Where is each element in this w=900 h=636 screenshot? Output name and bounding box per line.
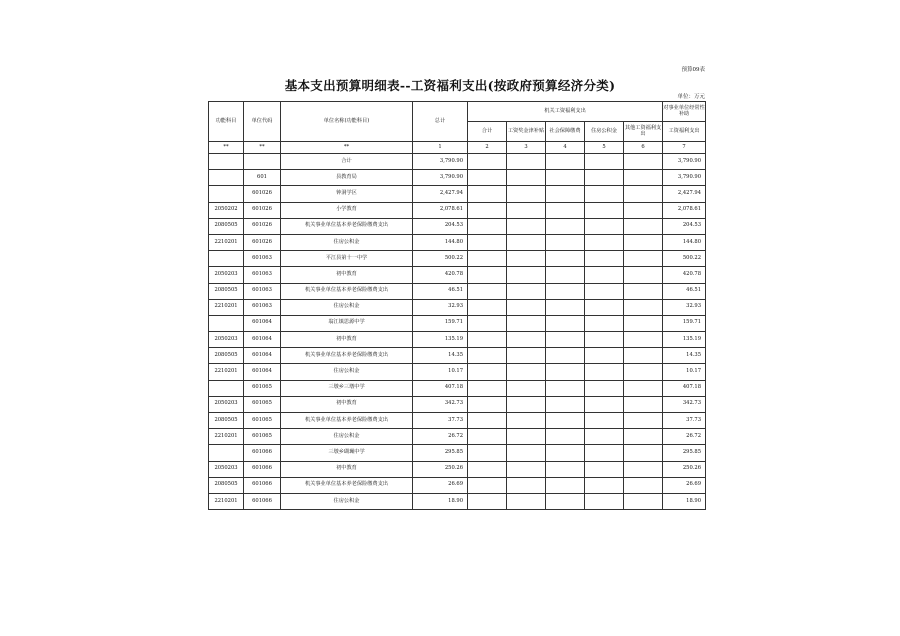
- public-salary-cell: 14.35: [663, 348, 706, 364]
- table-row: [209, 170, 706, 186]
- subtotal-cell: [468, 299, 507, 315]
- social-cell: [546, 332, 585, 348]
- table-row: [209, 429, 706, 445]
- unit-label: 单位：万元: [677, 94, 705, 100]
- social-cell: [546, 186, 585, 202]
- subtotal-cell: [468, 170, 507, 186]
- func-code-cell: 2080505: [209, 477, 244, 493]
- salary-cell: [507, 202, 546, 218]
- total-cell: 420.78: [413, 267, 468, 283]
- total-cell: 2,427.94: [413, 186, 468, 202]
- unit-code-cell: 601064: [244, 332, 281, 348]
- index-cell: **: [281, 142, 413, 154]
- unit-code-cell: 601063: [244, 267, 281, 283]
- salary-cell: [507, 429, 546, 445]
- housing-cell: [585, 493, 624, 509]
- total-cell: 26.69: [413, 477, 468, 493]
- other-cell: [624, 186, 663, 202]
- public-salary-cell: 37.73: [663, 413, 706, 429]
- housing-cell: [585, 251, 624, 267]
- other-cell: [624, 315, 663, 331]
- func-code-cell: 2050203: [209, 267, 244, 283]
- header-public-salary: 工资福利支出: [663, 122, 706, 142]
- unit-code-cell: 601026: [244, 202, 281, 218]
- func-code-cell: 2210201: [209, 299, 244, 315]
- table-row: [209, 283, 706, 299]
- unit-name-cell: 翁江镇思源中学: [281, 315, 413, 331]
- unit-name-cell: 钟洞学区: [281, 186, 413, 202]
- housing-cell: [585, 186, 624, 202]
- other-cell: [624, 218, 663, 234]
- unit-code-cell: 601064: [244, 348, 281, 364]
- housing-cell: [585, 477, 624, 493]
- table-row: [209, 251, 706, 267]
- subtotal-cell: [468, 202, 507, 218]
- public-salary-cell: 10.17: [663, 364, 706, 380]
- total-cell: 204.53: [413, 218, 468, 234]
- housing-cell: [585, 413, 624, 429]
- index-cell: 7: [663, 142, 706, 154]
- salary-cell: [507, 332, 546, 348]
- other-cell: [624, 332, 663, 348]
- housing-cell: [585, 267, 624, 283]
- header-unit-code: 单位代码: [244, 102, 281, 142]
- subtotal-cell: [468, 251, 507, 267]
- unit-code-cell: 601066: [244, 477, 281, 493]
- table-row: [209, 299, 706, 315]
- other-cell: [624, 380, 663, 396]
- subtotal-cell: [468, 429, 507, 445]
- unit-code-cell: 601063: [244, 251, 281, 267]
- budget-table: [208, 101, 706, 510]
- unit-code-cell: 601026: [244, 218, 281, 234]
- social-cell: [546, 461, 585, 477]
- other-cell: [624, 413, 663, 429]
- subtotal-cell: [468, 477, 507, 493]
- salary-cell: [507, 364, 546, 380]
- social-cell: [546, 380, 585, 396]
- unit-name-cell: 住房公积金: [281, 493, 413, 509]
- total-cell: 46.51: [413, 283, 468, 299]
- public-salary-cell: 18.90: [663, 493, 706, 509]
- table-row: [209, 186, 706, 202]
- unit-code-cell: 601063: [244, 283, 281, 299]
- table-row: [209, 461, 706, 477]
- total-cell: 159.71: [413, 315, 468, 331]
- total-cell: 135.19: [413, 332, 468, 348]
- table-row: [209, 445, 706, 461]
- unit-code-cell: 601064: [244, 364, 281, 380]
- housing-cell: [585, 380, 624, 396]
- unit-name-cell: 平江县第十一中学: [281, 251, 413, 267]
- housing-cell: [585, 299, 624, 315]
- unit-name-cell: 机关事业单位基本养老保险缴费支出: [281, 348, 413, 364]
- table-row: [209, 364, 706, 380]
- other-cell: [624, 251, 663, 267]
- unit-name-cell: 机关事业单位基本养老保险缴费支出: [281, 413, 413, 429]
- salary-cell: [507, 493, 546, 509]
- unit-name-cell: 三墩乡三墩中学: [281, 380, 413, 396]
- social-cell: [546, 315, 585, 331]
- public-salary-cell: 342.73: [663, 396, 706, 412]
- func-code-cell: [209, 251, 244, 267]
- salary-cell: [507, 154, 546, 170]
- other-cell: [624, 493, 663, 509]
- table-row: [209, 154, 706, 170]
- other-cell: [624, 202, 663, 218]
- func-code-cell: 2050202: [209, 202, 244, 218]
- other-cell: [624, 299, 663, 315]
- public-salary-cell: 3,790.90: [663, 154, 706, 170]
- unit-code-cell: 601026: [244, 234, 281, 250]
- social-cell: [546, 445, 585, 461]
- unit-code-cell: 601065: [244, 429, 281, 445]
- func-code-cell: [209, 380, 244, 396]
- table-row: [209, 202, 706, 218]
- total-cell: 37.73: [413, 413, 468, 429]
- func-code-cell: 2210201: [209, 234, 244, 250]
- total-cell: 18.90: [413, 493, 468, 509]
- table-row: [209, 493, 706, 509]
- other-cell: [624, 364, 663, 380]
- func-code-cell: [209, 445, 244, 461]
- salary-cell: [507, 234, 546, 250]
- unit-name-cell: 住房公积金: [281, 234, 413, 250]
- index-cell: 3: [507, 142, 546, 154]
- salary-cell: [507, 477, 546, 493]
- total-cell: 250.26: [413, 461, 468, 477]
- social-cell: [546, 348, 585, 364]
- func-code-cell: [209, 154, 244, 170]
- housing-cell: [585, 332, 624, 348]
- housing-cell: [585, 170, 624, 186]
- subtotal-cell: [468, 234, 507, 250]
- unit-name-cell: 初中教育: [281, 267, 413, 283]
- table-row: [209, 413, 706, 429]
- public-salary-cell: 2,078.61: [663, 202, 706, 218]
- other-cell: [624, 461, 663, 477]
- unit-name-cell: 机关事业单位基本养老保险缴费支出: [281, 283, 413, 299]
- other-cell: [624, 234, 663, 250]
- header-social: 社会保障缴费: [546, 122, 585, 142]
- public-salary-cell: 204.53: [663, 218, 706, 234]
- subtotal-cell: [468, 445, 507, 461]
- subtotal-cell: [468, 283, 507, 299]
- social-cell: [546, 493, 585, 509]
- unit-name-cell: 合计: [281, 154, 413, 170]
- subtotal-cell: [468, 267, 507, 283]
- unit-code-cell: 601026: [244, 186, 281, 202]
- public-salary-cell: 500.22: [663, 251, 706, 267]
- header-total: 总计: [413, 102, 468, 142]
- index-cell: 2: [468, 142, 507, 154]
- total-cell: 144.80: [413, 234, 468, 250]
- public-salary-cell: 144.80: [663, 234, 706, 250]
- housing-cell: [585, 348, 624, 364]
- social-cell: [546, 396, 585, 412]
- header-group-public: 对事业单位经常性补助: [663, 102, 706, 122]
- salary-cell: [507, 396, 546, 412]
- total-cell: 342.73: [413, 396, 468, 412]
- other-cell: [624, 170, 663, 186]
- social-cell: [546, 218, 585, 234]
- func-code-cell: 2050203: [209, 332, 244, 348]
- unit-code-cell: 601066: [244, 445, 281, 461]
- social-cell: [546, 251, 585, 267]
- table-row: [209, 267, 706, 283]
- func-code-cell: [209, 186, 244, 202]
- housing-cell: [585, 364, 624, 380]
- social-cell: [546, 154, 585, 170]
- header-subtotal: 合计: [468, 122, 507, 142]
- unit-code-cell: 601066: [244, 461, 281, 477]
- housing-cell: [585, 218, 624, 234]
- unit-code-cell: 601: [244, 170, 281, 186]
- public-salary-cell: 26.69: [663, 477, 706, 493]
- unit-name-cell: 县教育局: [281, 170, 413, 186]
- housing-cell: [585, 154, 624, 170]
- housing-cell: [585, 283, 624, 299]
- public-salary-cell: 2,427.94: [663, 186, 706, 202]
- salary-cell: [507, 445, 546, 461]
- subtotal-cell: [468, 332, 507, 348]
- unit-code-cell: 601066: [244, 493, 281, 509]
- other-cell: [624, 267, 663, 283]
- other-cell: [624, 396, 663, 412]
- public-salary-cell: 3,790.90: [663, 170, 706, 186]
- subtotal-cell: [468, 396, 507, 412]
- total-cell: 407.18: [413, 380, 468, 396]
- subtotal-cell: [468, 348, 507, 364]
- housing-cell: [585, 202, 624, 218]
- header-salary: 工资奖金津补贴: [507, 122, 546, 142]
- salary-cell: [507, 348, 546, 364]
- social-cell: [546, 413, 585, 429]
- other-cell: [624, 283, 663, 299]
- unit-code-cell: [244, 154, 281, 170]
- subtotal-cell: [468, 186, 507, 202]
- public-salary-cell: 420.78: [663, 267, 706, 283]
- other-cell: [624, 445, 663, 461]
- housing-cell: [585, 315, 624, 331]
- salary-cell: [507, 186, 546, 202]
- housing-cell: [585, 445, 624, 461]
- func-code-cell: 2080505: [209, 348, 244, 364]
- subtotal-cell: [468, 461, 507, 477]
- table-row: [209, 396, 706, 412]
- func-code-cell: 2210201: [209, 429, 244, 445]
- salary-cell: [507, 267, 546, 283]
- page-title: 基本支出预算明细表--工资福利支出(按政府预算经济分类): [284, 78, 616, 93]
- unit-code-cell: 601065: [244, 380, 281, 396]
- table-row: [209, 315, 706, 331]
- public-salary-cell: 407.18: [663, 380, 706, 396]
- header-unit-name: 单位名称(功能科目): [281, 102, 413, 142]
- func-code-cell: 2210201: [209, 493, 244, 509]
- func-code-cell: [209, 315, 244, 331]
- table-row: [209, 218, 706, 234]
- func-code-cell: 2080505: [209, 413, 244, 429]
- subtotal-cell: [468, 493, 507, 509]
- func-code-cell: 2050203: [209, 461, 244, 477]
- total-cell: 14.35: [413, 348, 468, 364]
- public-salary-cell: 159.71: [663, 315, 706, 331]
- other-cell: [624, 154, 663, 170]
- subtotal-cell: [468, 154, 507, 170]
- public-salary-cell: 295.85: [663, 445, 706, 461]
- social-cell: [546, 267, 585, 283]
- index-cell: **: [244, 142, 281, 154]
- housing-cell: [585, 461, 624, 477]
- unit-name-cell: 机关事业单位基本养老保险缴费支出: [281, 218, 413, 234]
- unit-name-cell: 住房公积金: [281, 429, 413, 445]
- salary-cell: [507, 315, 546, 331]
- other-cell: [624, 348, 663, 364]
- table-row: [209, 380, 706, 396]
- table-row: [209, 348, 706, 364]
- index-cell: **: [209, 142, 244, 154]
- total-cell: 32.93: [413, 299, 468, 315]
- unit-name-cell: 初中教育: [281, 332, 413, 348]
- salary-cell: [507, 170, 546, 186]
- index-cell: 5: [585, 142, 624, 154]
- subtotal-cell: [468, 380, 507, 396]
- func-code-cell: 2080505: [209, 283, 244, 299]
- unit-name-cell: 小学教育: [281, 202, 413, 218]
- social-cell: [546, 429, 585, 445]
- func-code-cell: [209, 170, 244, 186]
- total-cell: 3,790.90: [413, 170, 468, 186]
- total-cell: 10.17: [413, 364, 468, 380]
- subtotal-cell: [468, 218, 507, 234]
- salary-cell: [507, 299, 546, 315]
- index-cell: 6: [624, 142, 663, 154]
- subtotal-cell: [468, 364, 507, 380]
- salary-cell: [507, 251, 546, 267]
- public-salary-cell: 135.19: [663, 332, 706, 348]
- public-salary-cell: 32.93: [663, 299, 706, 315]
- header-group-org: 机关工资福利支出: [468, 102, 663, 122]
- unit-name-cell: 机关事业单位基本养老保险缴费支出: [281, 477, 413, 493]
- subtotal-cell: [468, 413, 507, 429]
- salary-cell: [507, 283, 546, 299]
- table-body: [209, 154, 706, 510]
- table-row: [209, 234, 706, 250]
- public-salary-cell: 26.72: [663, 429, 706, 445]
- index-cell: 1: [413, 142, 468, 154]
- social-cell: [546, 202, 585, 218]
- social-cell: [546, 170, 585, 186]
- total-cell: 2,078.61: [413, 202, 468, 218]
- salary-cell: [507, 218, 546, 234]
- table-row: [209, 332, 706, 348]
- public-salary-cell: 46.51: [663, 283, 706, 299]
- salary-cell: [507, 461, 546, 477]
- header-housing: 住房公积金: [585, 122, 624, 142]
- social-cell: [546, 364, 585, 380]
- other-cell: [624, 477, 663, 493]
- housing-cell: [585, 429, 624, 445]
- unit-name-cell: 三墩乡瑚珮中学: [281, 445, 413, 461]
- func-code-cell: 2050203: [209, 396, 244, 412]
- total-cell: 26.72: [413, 429, 468, 445]
- social-cell: [546, 299, 585, 315]
- salary-cell: [507, 380, 546, 396]
- social-cell: [546, 283, 585, 299]
- table-row: [209, 477, 706, 493]
- unit-name-cell: 初中教育: [281, 461, 413, 477]
- total-cell: 3,790.90: [413, 154, 468, 170]
- salary-cell: [507, 413, 546, 429]
- unit-name-cell: 初中教育: [281, 396, 413, 412]
- func-code-cell: 2080505: [209, 218, 244, 234]
- unit-name-cell: 住房公积金: [281, 364, 413, 380]
- index-row: [209, 142, 706, 154]
- unit-code-cell: 601065: [244, 396, 281, 412]
- public-salary-cell: 250.26: [663, 461, 706, 477]
- total-cell: 295.85: [413, 445, 468, 461]
- social-cell: [546, 234, 585, 250]
- header-other: 其他工资福利支出: [624, 122, 663, 142]
- housing-cell: [585, 234, 624, 250]
- unit-name-cell: 住房公积金: [281, 299, 413, 315]
- total-cell: 500.22: [413, 251, 468, 267]
- header-func-code: 功能科目: [209, 102, 244, 142]
- other-cell: [624, 429, 663, 445]
- index-cell: 4: [546, 142, 585, 154]
- func-code-cell: 2210201: [209, 364, 244, 380]
- housing-cell: [585, 396, 624, 412]
- unit-code-cell: 601065: [244, 413, 281, 429]
- unit-code-cell: 601064: [244, 315, 281, 331]
- subtotal-cell: [468, 315, 507, 331]
- form-number: 预算09表: [681, 67, 705, 73]
- unit-code-cell: 601063: [244, 299, 281, 315]
- social-cell: [546, 477, 585, 493]
